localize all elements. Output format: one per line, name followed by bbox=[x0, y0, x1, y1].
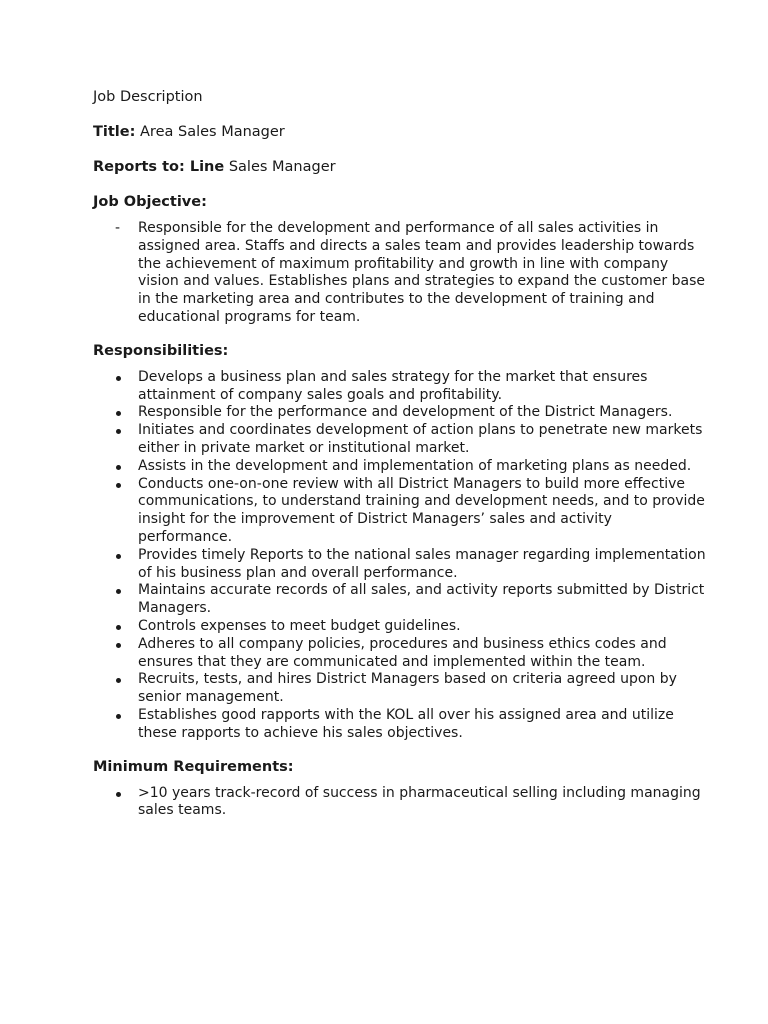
list-item: - Responsible for the development and performance of all sales activities in assigned area. Staffs and directs a sales team and provides leadership towards the achievement of maximum profitability and growth in line with company vision and values. Establishes plans and strategies to expand the customer base in the marketing area and contributes to the development of training and educational programs for team. bbox=[93, 220, 708, 327]
requirements-list bbox=[93, 785, 708, 821]
list-item: Establishes good rapports with the KOL all over his assigned area and utilize these rapports to achieve his sales objectives. bbox=[93, 707, 708, 743]
title-field-value: Area Sales Manager bbox=[140, 124, 285, 140]
title-field bbox=[93, 122, 708, 142]
job-objective-list bbox=[93, 220, 708, 327]
job-objective-heading: Job Objective: bbox=[93, 194, 207, 210]
list-item: Conducts one-on-one review with all District Managers to build more effective communications, to understand training and development needs, and to provide insight for the improvement of District Managers’ sales and activity performance. bbox=[93, 476, 708, 547]
list-item: Provides timely Reports to the national sales manager regarding implementation of his business plan and overall performance. bbox=[93, 547, 708, 583]
reports-to-value: Sales Manager bbox=[228, 159, 336, 175]
title-field-label: Title: bbox=[93, 124, 136, 140]
responsibilities-heading: Responsibilities: bbox=[93, 342, 229, 359]
minimum-requirements-heading: Minimum Requirements: bbox=[93, 758, 294, 775]
list-item: Adheres to all company policies, procedures and business ethics codes and ensures that they are communicated and implemented within the team. bbox=[93, 636, 708, 672]
list-item: Initiates and coordinates development of action plans to penetrate new markets either in private market or institutional market. bbox=[93, 422, 708, 458]
responsibilities-list bbox=[93, 369, 708, 743]
list-item: Assists in the development and implementation of marketing plans as needed. bbox=[93, 458, 708, 476]
list-item: Develops a business plan and sales strategy for the market that ensures attainment of company sales goals and profitability. bbox=[93, 369, 708, 405]
reports-to-field bbox=[93, 157, 708, 177]
list-item: >10 years track-record of success in pharmaceutical selling including managing sales teams. bbox=[93, 785, 708, 821]
list-item: Controls expenses to meet budget guidelines. bbox=[93, 618, 708, 636]
reports-to-label: Reports to: Line bbox=[93, 159, 225, 175]
list-item: Responsible for the performance and development of the District Managers. bbox=[93, 404, 708, 422]
list-item: Maintains accurate records of all sales, and activity reports submitted by District Managers. bbox=[93, 582, 708, 618]
document-title: Job Description bbox=[93, 89, 203, 105]
list-item: Recruits, tests, and hires District Managers based on criteria agreed upon by senior management. bbox=[93, 671, 708, 707]
